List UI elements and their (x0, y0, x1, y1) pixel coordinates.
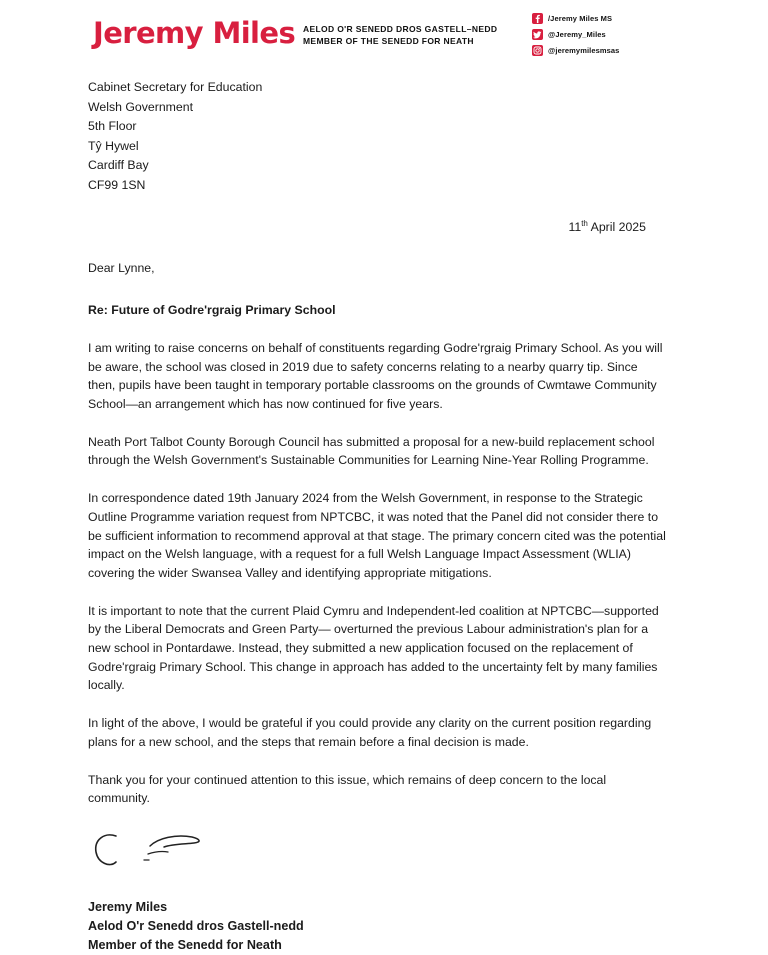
twitter-icon (532, 29, 543, 40)
brand-titles (303, 23, 497, 47)
paragraph: Thank you for your continued attention to this issue, which remains of deep concern to the local community. (88, 772, 607, 806)
letterhead (0, 0, 768, 68)
address-line: CF99 1SN (88, 177, 146, 192)
letter-date (88, 215, 668, 237)
brand-name: Jeremy Miles (93, 16, 296, 50)
address-line: Cardiff Bay (88, 158, 149, 172)
signoff-block (88, 898, 668, 955)
brand-title-welsh: AELOD O'R SENEDD DROS GASTELL–NEDD (303, 24, 498, 34)
social-row-twitter[interactable] (532, 27, 682, 42)
social-row-instagram[interactable] (532, 43, 682, 58)
signoff-role-welsh: Aelod O'r Senedd dros Gastell-nedd (88, 918, 304, 933)
signature (88, 830, 668, 896)
social-handle-facebook: /Jeremy Miles MS (548, 14, 613, 23)
signoff-role-english: Member of the Senedd for Neath (88, 937, 282, 952)
social-handle-twitter: @Jeremy_Miles (548, 30, 606, 39)
paragraph: Neath Port Talbot County Borough Council has submitted a proposal for a new-build replacement school through the Welsh Government's Sustainable Communities for Learning Nine-Year Rolling Programme. (88, 434, 655, 468)
recipient-address (88, 78, 668, 195)
letter-body (0, 78, 768, 955)
date-ordinal: th (581, 219, 588, 228)
brand-title-english: MEMBER OF THE SENEDD FOR NEATH (303, 36, 474, 46)
social-handle-instagram: @jeremymilesmsas (548, 46, 620, 55)
signoff-name: Jeremy Miles (88, 899, 168, 914)
facebook-icon (532, 13, 543, 24)
address-line: Cabinet Secretary for Education (88, 80, 263, 94)
paragraph: In correspondence dated 19th January 2024 from the Welsh Government, in response to the Strategic Outline Programme variation request from NPTCBC, it was noted that the Panel did not consider there to be sufficient information to recommend approval at that stage. The primary concern cited was the potential impact on the Welsh language, with a request for a full Welsh Language Impact Assessment (WLIA) covering the wider Swansea Valley and identifying appropriate mitigations. (88, 491, 666, 580)
salutation: Dear Lynne, (88, 260, 155, 275)
signature-mark (88, 830, 248, 892)
address-line: 5th Floor (88, 119, 137, 133)
address-line: Welsh Government (88, 99, 194, 114)
date-day: 11 (568, 220, 582, 235)
social-links (532, 11, 682, 59)
social-row-facebook[interactable] (532, 11, 682, 26)
paragraph: In light of the above, I would be grateful if you could provide any clarity on the current position regarding plans for a new school, and the steps that remain before a final decision is made. (88, 716, 652, 749)
address-line: Tŷ Hywel (88, 138, 139, 153)
instagram-icon (532, 45, 543, 56)
subject-line: Re: Future of Godre'rgraig Primary School (88, 303, 336, 318)
date-rest: April 2025 (587, 220, 646, 235)
paragraph: It is important to note that the current Plaid Cymru and Independent-led coalition at NPTCBC—supported by the Liberal Democrats and Green Party— overturned the previous Labour administration's plan for a new school in Pontardawe. Instead, they submitted a new application focused on the replacement of Godre'rgraig Primary School. This change in approach has added to the uncertainty felt by many families locally. (88, 603, 659, 693)
paragraph: I am writing to raise concerns on behalf of constituents regarding Godre'rgraig Primary School. As you will be aware, the school was closed in 2019 due to safety concerns relating to a nearby quarry tip. Since then, pupils have been taught in temporary portable classrooms on the grounds of Cwmtawe Community School—an arrangement which has now continued for five years. (88, 340, 663, 411)
